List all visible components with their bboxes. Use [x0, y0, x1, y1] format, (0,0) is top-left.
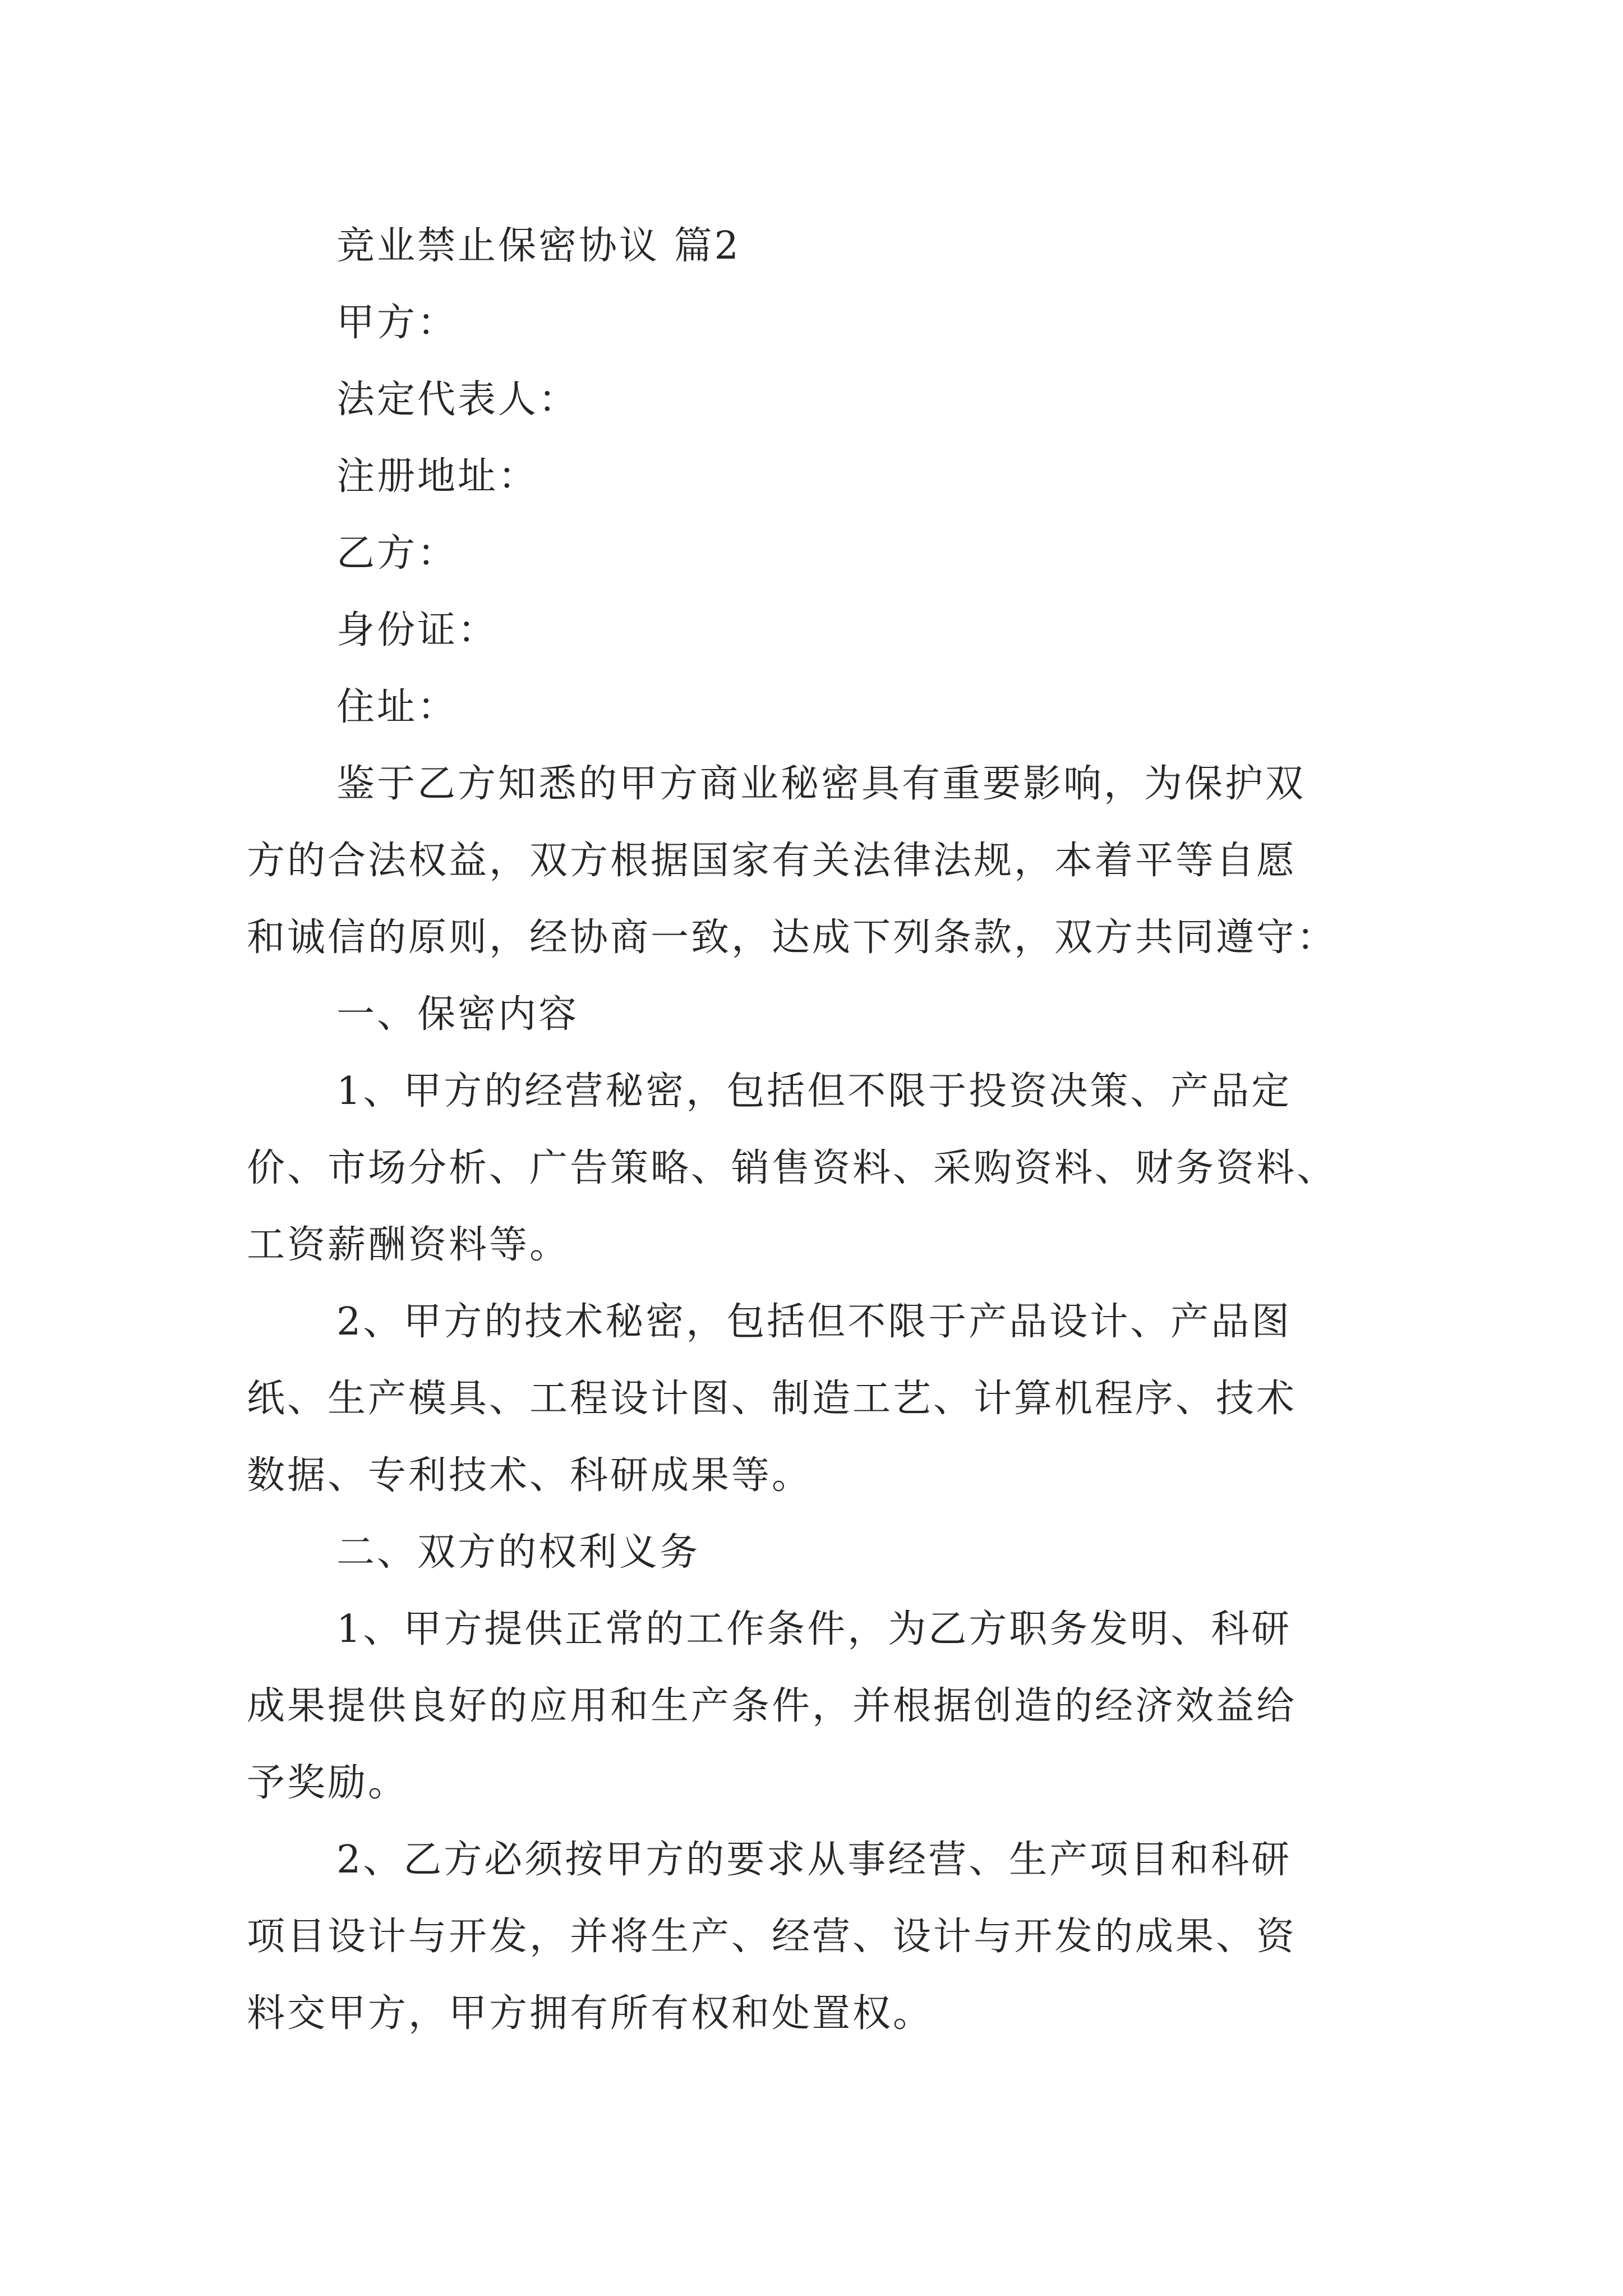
- reg-address-label: 注册地址：: [336, 454, 539, 499]
- section-heading: 一、保密内容: [336, 992, 579, 1037]
- paragraph-line: 2、甲方的技术秘密，包括但不限于产品设计、产品图: [336, 1300, 1292, 1344]
- address-label: 住址：: [336, 685, 458, 729]
- party-b-label: 乙方：: [336, 531, 458, 576]
- paragraph-line: 工资薪酬资料等。: [247, 1223, 570, 1267]
- paragraph-line: 1、甲方提供正常的工作条件，为乙方职务发明、科研: [336, 1607, 1292, 1651]
- paragraph-line: 予奖励。: [247, 1761, 409, 1805]
- section-heading: 二、双方的权利义务: [336, 1530, 700, 1575]
- preamble-line: 鉴于乙方知悉的甲方商业秘密具有重要影响，为保护双: [336, 762, 1306, 806]
- paragraph-line: 数据、专利技术、科研成果等。: [247, 1453, 813, 1498]
- paragraph-line: 纸、生产模具、工程设计图、制造工艺、计算机程序、技术: [247, 1377, 1297, 1421]
- document-body: [247, 208, 1385, 2052]
- paragraph-line: 价、市场分析、广告策略、销售资料、采购资料、财务资料、: [247, 1146, 1338, 1190]
- paragraph-line: 2、乙方必须按甲方的要求从事经营、生产项目和科研: [336, 1838, 1292, 1882]
- paragraph-line: 1、甲方的经营秘密，包括但不限于投资决策、产品定: [336, 1069, 1292, 1114]
- document-title: 竞业禁止保密协议 篇2: [336, 224, 741, 268]
- legal-rep-label: 法定代表人：: [336, 378, 579, 422]
- id-card-label: 身份证：: [336, 608, 499, 652]
- paragraph-line: 项目设计与开发，并将生产、经营、设计与开发的成果、资: [247, 1915, 1297, 1959]
- preamble-line: 和诚信的原则，经协商一致，达成下列条款，双方共同遵守：: [247, 915, 1338, 960]
- party-a-label: 甲方：: [336, 301, 458, 345]
- preamble-line: 方的合法权益，双方根据国家有关法律法规，本着平等自愿: [247, 839, 1297, 883]
- paragraph-line: 成果提供良好的应用和生产条件，并根据创造的经济效益给: [247, 1684, 1297, 1728]
- paragraph-line: 料交甲方，甲方拥有所有权和处置权。: [247, 1991, 934, 2036]
